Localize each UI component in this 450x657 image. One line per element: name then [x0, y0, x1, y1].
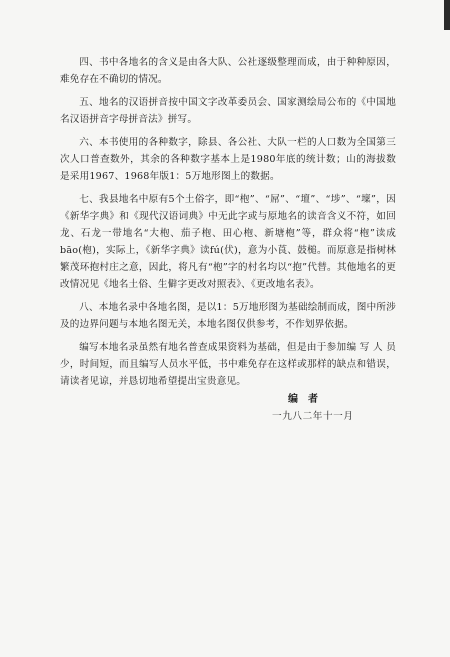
paragraph-item-5: 五、地名的汉语拼音按中国文字改革委员会、国家测绘局公布的《中国地名汉语拼音字母拼音法》拼写。 — [60, 97, 396, 125]
editor-signature: 编者 — [288, 394, 328, 405]
paragraph-item-7: 七、我县地名中原有5个土俗字，即“枹”、“屌”、“壇”、“埗”、“壈”，因《新华字典》和《现代汉语词典》中无此字或与原地名的读音含义不符，如回龙、石龙一带地名“大枹、茄子枹、田心枹、新塘枹”等，群众将“枹”读成bāo(枹)，实际上，《新华字典》读fú(伏)，意为小莨、鼓槌。而原意是指树林繁茂环抱村庄之意，因此，将凡有“枹”字的村名均以“抱”代替。其他地名的更改情况见《地名土俗、生僻字更改对照表》、《更改地名表》。 — [60, 194, 396, 290]
document-date: 一九八二年十一月 — [272, 411, 354, 422]
paragraph-item-6: 六、本书使用的各种数字，除县、各公社、大队一栏的人口数为全国第三次人口普查数外，其余的各种数字基本上是1980年底的统计数；山的海拔数是采用1967、1968年版1：5万地形图上的数据。 — [60, 137, 396, 182]
document-body — [60, 54, 396, 396]
paragraph-item-8: 八、本地名录中各地名图，是以1：5万地形图为基础绘制而成，图中所涉及的边界问题与本地名图无关，本地名图仅供参考，不作划界依据。 — [60, 302, 396, 330]
page-edge-mark — [444, 0, 450, 30]
closing-paragraph: 编写本地名录虽然有地名普查成果资料为基础，但是由于参加编 写 人 员 少，时间短，而且编写人员水平低，书中难免存在这样或那样的缺点和错误，请读者见谅，并恳切地希望提出宝贵意见。 — [60, 342, 396, 387]
paragraph-item-4: 四、书中各地名的含义是由各大队、公社逐级整理而成，由于种种原因，难免存在不确切的情况。 — [60, 57, 396, 85]
